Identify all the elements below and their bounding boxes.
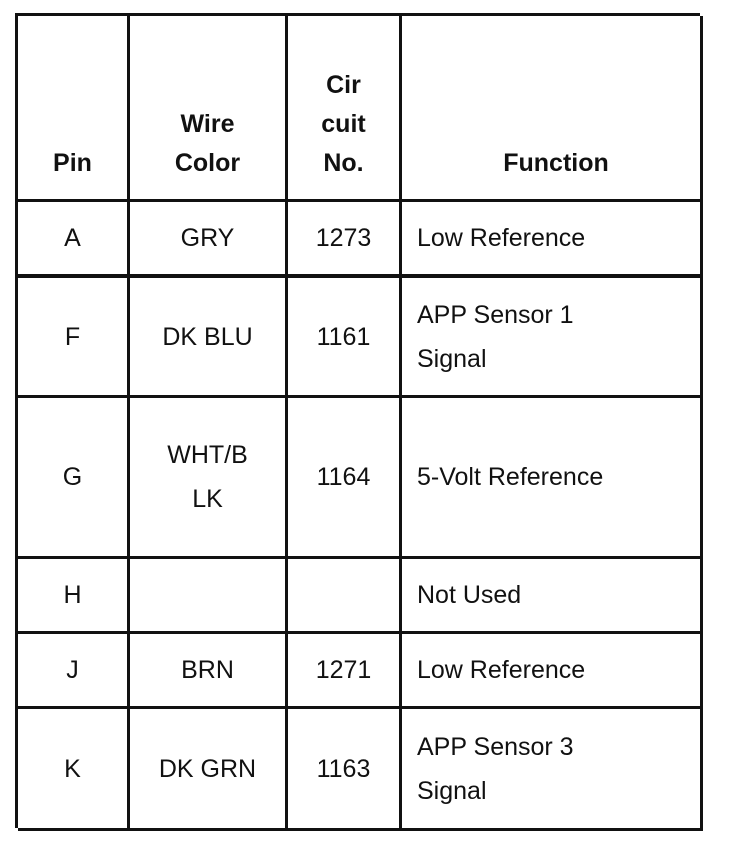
pin-table [15,13,700,828]
row-g-circuit-no: 1164 [288,398,402,559]
row-k-function: APP Sensor 3 Signal [402,709,703,831]
row-j-circuit-no: 1271 [288,634,402,709]
header-function: Function [402,16,703,202]
row-j-function: Low Reference [402,634,703,709]
row-f-circuit-no: 1161 [288,278,402,398]
row-g-pin: G [18,398,130,559]
header-wire-color: Wire Color [130,16,288,202]
row-h-wire-color [130,559,288,634]
row-j-pin: J [18,634,130,709]
row-a-pin: A [18,202,130,278]
row-j-wire-color: BRN [130,634,288,709]
row-f-wire-color: DK BLU [130,278,288,398]
row-g-wire-color: WHT/B LK [130,398,288,559]
row-h-function: Not Used [402,559,703,634]
row-f-pin: F [18,278,130,398]
row-a-circuit-no: 1273 [288,202,402,278]
row-a-function: Low Reference [402,202,703,278]
row-f-function: APP Sensor 1 Signal [402,278,703,398]
row-h-pin: H [18,559,130,634]
row-h-circuit-no [288,559,402,634]
row-k-pin: K [18,709,130,831]
row-g-function: 5-Volt Reference [402,398,703,559]
header-pin: Pin [18,16,130,202]
row-k-wire-color: DK GRN [130,709,288,831]
header-circuit-no: Cir cuit No. [288,16,402,202]
row-k-circuit-no: 1163 [288,709,402,831]
row-a-wire-color: GRY [130,202,288,278]
